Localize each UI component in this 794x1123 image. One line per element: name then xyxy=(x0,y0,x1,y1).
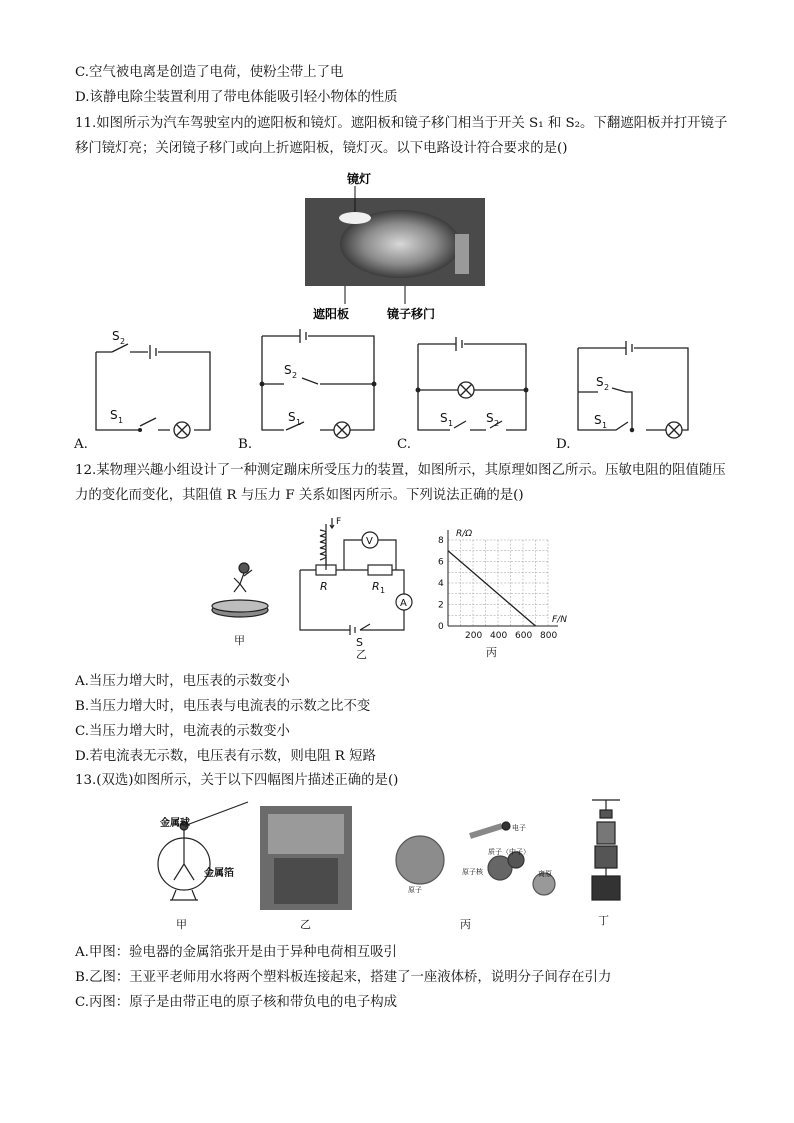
q10-option-c: C.空气被电离是创造了电荷，使粉尘带上了电 xyxy=(75,65,344,80)
svg-text:S: S xyxy=(288,410,296,424)
y-tick-label: 4 xyxy=(438,579,444,589)
x-tick-label: 400 xyxy=(490,631,508,641)
svg-text:1: 1 xyxy=(118,416,124,425)
svg-text:S: S xyxy=(110,408,118,422)
q12-stem: 12.某物理兴趣小组设计了一种测定蹦床所受压力的装置，如图所示，其原理如图乙所示。压敏电阻的阻值随压力的变化而变化，其阻值 R 与压力 F 关系如图丙所示。下列说法正确的是() xyxy=(75,463,726,503)
svg-text:S: S xyxy=(594,413,602,427)
resistor-r1 xyxy=(368,565,392,575)
svg-text:金属箔: 金属箔 xyxy=(204,868,234,879)
trampoline-figure xyxy=(212,563,268,647)
y-tick-label: 0 xyxy=(438,622,444,632)
y-tick-label: 6 xyxy=(438,557,444,568)
svg-text:原子: 原子 xyxy=(408,886,422,894)
door-label: 镜子移门 xyxy=(387,307,436,321)
y-tick-label: 2 xyxy=(438,600,444,611)
svg-text:质子（中子）: 质子（中子） xyxy=(488,848,530,856)
q11-option-b: B. xyxy=(238,437,253,452)
svg-text:甲: 甲 xyxy=(176,918,187,931)
q11-option-d: D. xyxy=(556,437,571,452)
q12-option-c: C.当压力增大时，电流表的示数变小 xyxy=(75,724,290,739)
svg-text:S: S xyxy=(596,375,604,389)
q11-stem: 11.如图所示为汽车驾驶室内的遮阳板和镜灯。遮阳板和镜子移门相当于开关 S₁ 和 S₂。下翻遮阳板并打开镜子移门镜灯亮；关闭镜子移门或向上折遮阳板，镜灯灭。以下电路设计符合要求的是() xyxy=(75,116,728,156)
q11-circuits xyxy=(70,322,750,454)
q11-option-c: C. xyxy=(397,437,412,452)
svg-text:电子: 电子 xyxy=(512,824,526,832)
svg-text:2: 2 xyxy=(604,383,610,392)
svg-text:丁: 丁 xyxy=(598,914,609,927)
svg-text:R: R xyxy=(372,580,380,593)
svg-text:1: 1 xyxy=(380,586,386,595)
lamp-label: 镜灯 xyxy=(347,172,372,186)
svg-text:2: 2 xyxy=(494,419,500,428)
q12-option-a: A.当压力增大时，电压表的示数变小 xyxy=(75,674,290,689)
x-axis-label: F/N xyxy=(552,615,567,625)
svg-text:2: 2 xyxy=(292,371,298,380)
q12-option-d: D.若电流表无示数，电压表有示数，则电阻 R 短路 xyxy=(75,749,376,764)
svg-text:S: S xyxy=(112,329,120,343)
q10-option-d: D.该静电除尘装置利用了带电体能吸引轻小物体的性质 xyxy=(75,90,398,105)
liquid-bridge-photo xyxy=(260,806,352,931)
atom-model-figure xyxy=(396,822,555,931)
svg-text:离原: 离原 xyxy=(538,870,552,878)
lead-cylinders-figure xyxy=(592,800,620,927)
q13-option-b: B.乙图：王亚平老师用水将两个塑料板连接起来，搭建了一座液体桥，说明分子间存在引力 xyxy=(75,970,612,985)
q13-option-c: C.丙图：原子是由带正电的原子核和带负电的电子构成 xyxy=(75,995,398,1010)
q11-photo xyxy=(305,172,485,322)
electroscope-figure xyxy=(158,802,248,931)
visor-edge xyxy=(455,234,469,274)
visor-label: 遮阳板 xyxy=(313,307,350,321)
q13-stem: 13.(双选)如图所示，关于以下四幅图片描述正确的是() xyxy=(75,773,399,788)
y-axis-label: R/Ω xyxy=(456,529,473,539)
svg-text:S: S xyxy=(356,636,363,649)
svg-text:原子核: 原子核 xyxy=(462,868,483,876)
svg-text:S: S xyxy=(486,411,494,425)
svg-text:A: A xyxy=(400,598,407,609)
x-tick-label: 200 xyxy=(465,631,483,641)
svg-text:丙: 丙 xyxy=(460,918,471,931)
x-tick-label: 600 xyxy=(515,631,533,641)
q12-option-b: B.当压力增大时，电压表与电流表的示数之比不变 xyxy=(75,699,371,714)
x-tick-label: 800 xyxy=(540,631,558,641)
svg-text:1: 1 xyxy=(448,419,454,428)
series-line xyxy=(448,551,536,626)
r-f-graph xyxy=(438,529,567,641)
graph-caption: 丙 xyxy=(486,646,497,659)
q11-option-a: A. xyxy=(74,437,88,452)
circuit-d xyxy=(578,341,688,438)
q13-option-a: A.甲图：验电器的金属箔张开是由于异种电荷相互吸引 xyxy=(75,945,397,960)
y-tick-label: 8 xyxy=(438,536,444,546)
lamp-highlight xyxy=(339,212,371,224)
circuit-b xyxy=(260,329,376,438)
circuit-c xyxy=(416,337,528,430)
pressure-circuit xyxy=(300,517,412,660)
svg-text:1: 1 xyxy=(602,421,608,430)
svg-text:S: S xyxy=(440,411,448,425)
svg-text:R: R xyxy=(320,580,328,593)
svg-text:甲: 甲 xyxy=(234,634,245,647)
svg-text:1: 1 xyxy=(296,418,302,427)
svg-text:2: 2 xyxy=(120,337,126,346)
svg-text:乙: 乙 xyxy=(300,918,311,931)
q12-figures xyxy=(200,510,580,660)
svg-text:F: F xyxy=(336,517,342,527)
circuit-a xyxy=(96,329,210,438)
svg-text:金属球: 金属球 xyxy=(160,818,190,829)
q13-figures xyxy=(150,796,630,938)
svg-text:乙: 乙 xyxy=(356,648,367,660)
svg-text:V: V xyxy=(366,536,373,547)
svg-text:S: S xyxy=(284,363,292,377)
